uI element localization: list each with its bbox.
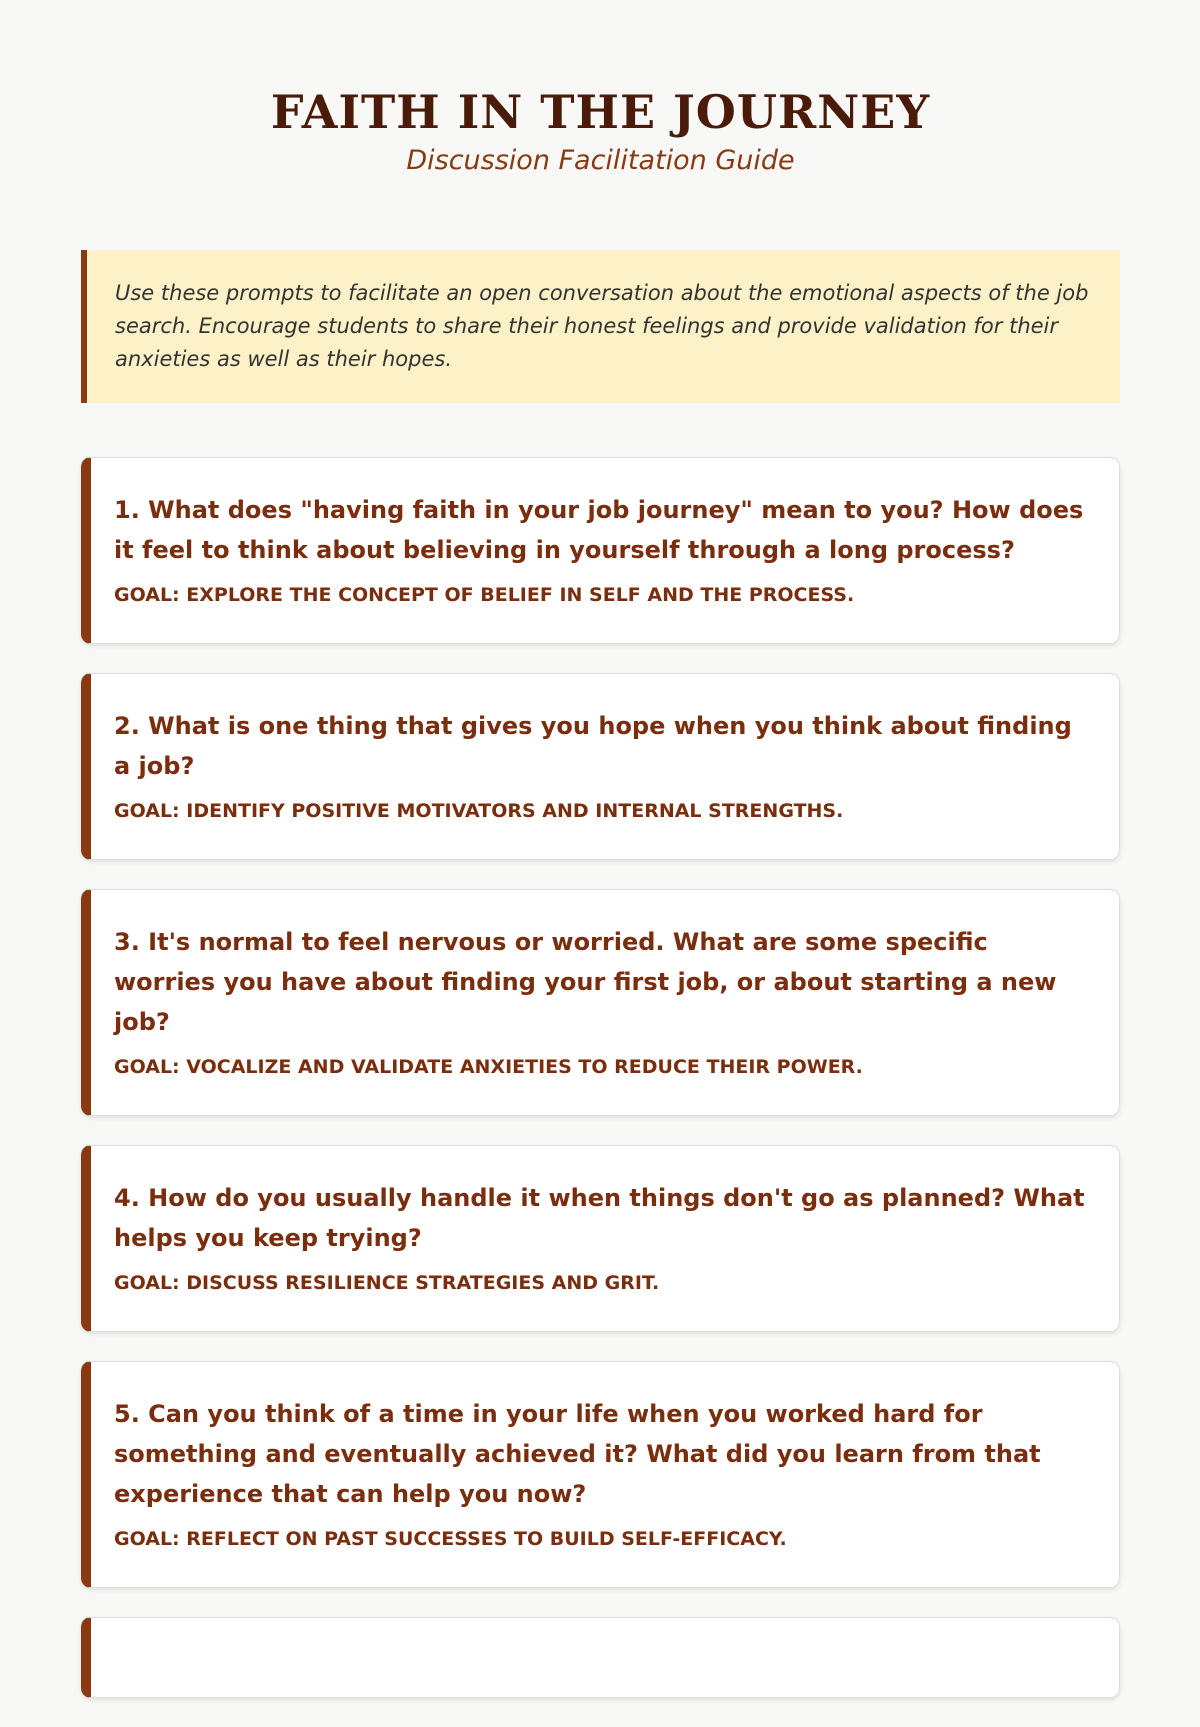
question-goal: GOAL: EXPLORE THE CONCEPT OF BELIEF IN SELF AND THE PROCESS. xyxy=(114,584,855,606)
question-card-4 xyxy=(81,1145,1120,1332)
page-title: FAITH IN THE JOURNEY xyxy=(270,85,931,139)
question-list xyxy=(81,457,1120,1698)
question-text: 2. What is one thing that gives you hope when you think about finding a job? xyxy=(114,712,1072,780)
question-text: 3. It's normal to feel nervous or worried. What are some specific worries you have about finding your first job, or about starting a new job? xyxy=(114,928,1057,1036)
question-goal: GOAL: REFLECT ON PAST SUCCESSES TO BUILD SELF-EFFICACY. xyxy=(114,1528,787,1550)
question-text: 1. What does "having faith in your job journey" mean to you? How does it feel to think about believing in yourself through a long process? xyxy=(114,496,1084,564)
question-text: 5. Can you think of a time in your life when you worked hard for something and eventually achieved it? What did you learn from that experience that can help you now? xyxy=(114,1400,1041,1508)
question-card-3 xyxy=(81,889,1120,1116)
question-goal: GOAL: VOCALIZE AND VALIDATE ANXIETIES TO REDUCE THEIR POWER. xyxy=(114,1056,863,1078)
question-card-2 xyxy=(81,673,1120,860)
question-goal: GOAL: DISCUSS RESILIENCE STRATEGIES AND GRIT. xyxy=(114,1272,660,1294)
guide-page xyxy=(81,0,1120,1727)
question-card-1 xyxy=(81,457,1120,644)
question-card-6 xyxy=(81,1617,1120,1698)
intro-callout: Use these prompts to facilitate an open conversation about the emotional aspects of the job search. Encourage students to share their honest feelings and provide validation for their anxieties as well as their hopes. xyxy=(81,250,1120,403)
page-subtitle: Discussion Facilitation Guide xyxy=(406,145,795,176)
question-goal: GOAL: IDENTIFY POSITIVE MOTIVATORS AND INTERNAL STRENGTHS. xyxy=(114,800,844,822)
question-card-5 xyxy=(81,1361,1120,1588)
header xyxy=(81,0,1120,178)
question-text: 4. How do you usually handle it when things don't go as planned? What helps you keep trying? xyxy=(114,1184,1085,1252)
